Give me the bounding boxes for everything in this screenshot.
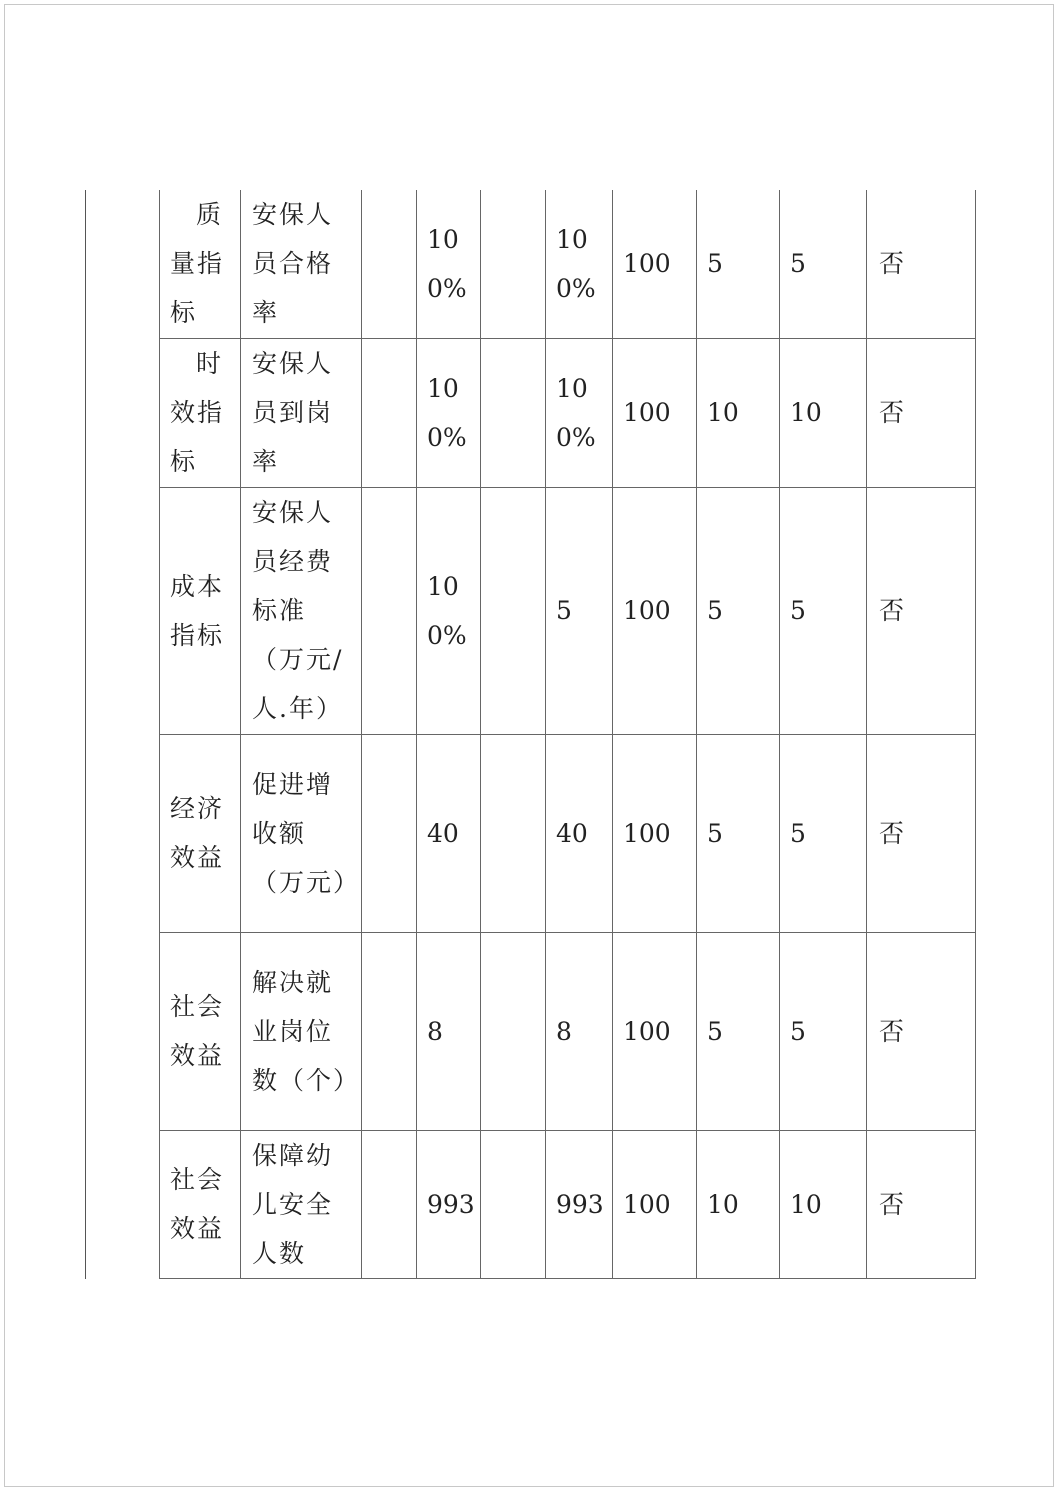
indicator-cell: 安保人员经费标准（万元/人.年） <box>241 487 362 734</box>
category-cell: 经济效益 <box>160 734 241 932</box>
value-cell: 100 <box>613 190 697 338</box>
flag-cell: 否 <box>867 1130 976 1278</box>
flag-cell: 否 <box>867 932 976 1130</box>
blank-cell <box>362 338 417 487</box>
value-cell: 10 <box>780 1130 867 1278</box>
value-cell: 100% <box>546 338 613 487</box>
indicator-cell: 安保人员合格率 <box>241 190 362 338</box>
value-cell: 5 <box>697 190 780 338</box>
indicator-cell: 安保人员到岗率 <box>241 338 362 487</box>
value-cell: 5 <box>697 487 780 734</box>
indicator-table <box>159 190 976 1279</box>
blank-cell <box>362 1130 417 1278</box>
table-row <box>160 338 976 487</box>
indicator-cell: 解决就业岗位数（个） <box>241 932 362 1130</box>
value-cell: 8 <box>417 932 481 1130</box>
value-cell: 5 <box>697 734 780 932</box>
value-cell: 5 <box>697 932 780 1130</box>
category-cell: 社会效益 <box>160 1130 241 1278</box>
value-cell: 5 <box>546 487 613 734</box>
value-cell: 993 <box>546 1130 613 1278</box>
indicator-cell: 保障幼儿安全人数 <box>241 1130 362 1278</box>
indicator-cell: 促进增收额（万元） <box>241 734 362 932</box>
table-row <box>160 734 976 932</box>
blank-cell <box>362 190 417 338</box>
value-cell: 100% <box>417 190 481 338</box>
table-row <box>160 1130 976 1278</box>
blank-cell <box>362 932 417 1130</box>
left-column-rule <box>85 190 86 1279</box>
table-row <box>160 487 976 734</box>
blank-cell <box>481 932 546 1130</box>
category-cell: 质量指标 <box>160 190 241 338</box>
value-cell: 5 <box>780 487 867 734</box>
value-cell: 100 <box>613 487 697 734</box>
table-row <box>160 190 976 338</box>
value-cell: 5 <box>780 190 867 338</box>
value-cell: 100 <box>613 932 697 1130</box>
value-cell: 40 <box>417 734 481 932</box>
value-cell: 993 <box>417 1130 481 1278</box>
value-cell: 100% <box>417 487 481 734</box>
value-cell: 100 <box>613 1130 697 1278</box>
value-cell: 10 <box>697 338 780 487</box>
value-cell: 10 <box>697 1130 780 1278</box>
blank-cell <box>481 487 546 734</box>
value-cell: 10 <box>780 338 867 487</box>
flag-cell: 否 <box>867 338 976 487</box>
table-row <box>160 932 976 1130</box>
flag-cell: 否 <box>867 190 976 338</box>
value-cell: 8 <box>546 932 613 1130</box>
flag-cell: 否 <box>867 734 976 932</box>
value-cell: 5 <box>780 734 867 932</box>
blank-cell <box>481 1130 546 1278</box>
category-cell: 社会效益 <box>160 932 241 1130</box>
blank-cell <box>362 734 417 932</box>
value-cell: 40 <box>546 734 613 932</box>
value-cell: 100% <box>546 190 613 338</box>
blank-cell <box>481 190 546 338</box>
value-cell: 100 <box>613 338 697 487</box>
blank-cell <box>481 338 546 487</box>
value-cell: 100 <box>613 734 697 932</box>
value-cell: 100% <box>417 338 481 487</box>
blank-cell <box>362 487 417 734</box>
value-cell: 5 <box>780 932 867 1130</box>
category-cell: 时效指标 <box>160 338 241 487</box>
blank-cell <box>481 734 546 932</box>
flag-cell: 否 <box>867 487 976 734</box>
category-cell: 成本指标 <box>160 487 241 734</box>
